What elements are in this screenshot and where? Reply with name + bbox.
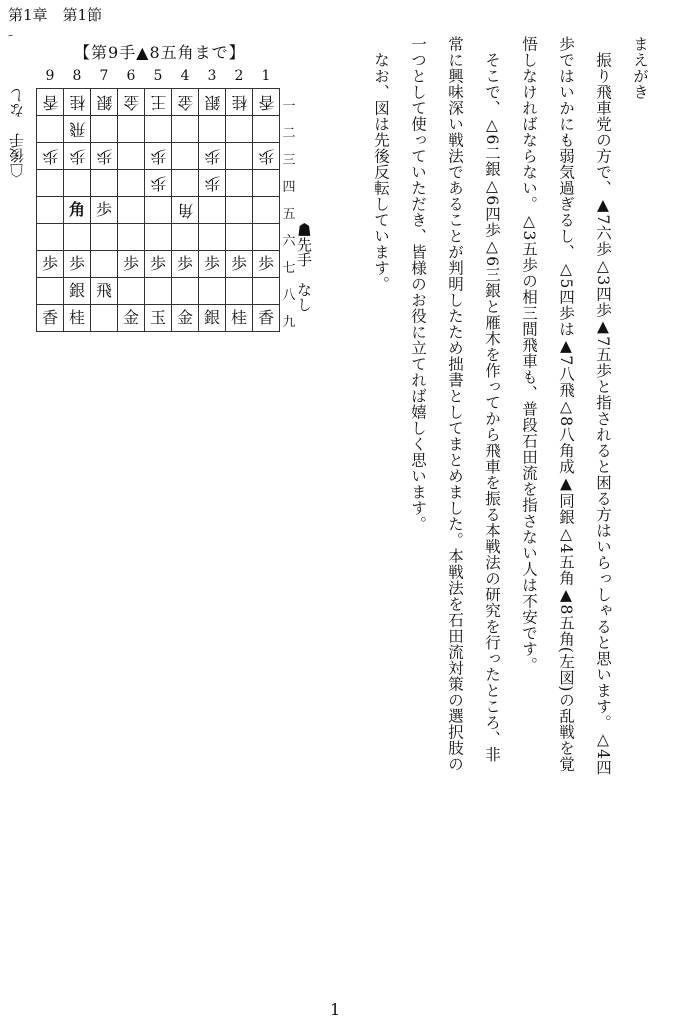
board-row <box>37 143 280 170</box>
board-square: 金 <box>172 89 199 116</box>
board-square <box>226 278 253 305</box>
board-square <box>172 143 199 170</box>
board-square: 香 <box>37 89 64 116</box>
board-row <box>37 251 280 278</box>
preface-paragraph: 振り飛車党の方で、▲7六歩△3四歩▲7五歩と指されると困る方はいらっしゃると思います。△4四歩ではいかにも弱気過ぎるし、△5四歩は▲7八飛△8八角成▲同銀△4五角▲8五角(左図)の乱戦を覚悟しなければならない。△3五歩の相三間飛車も、普段石田流を指さない人は不安です。 <box>520 36 612 776</box>
board-square: 香 <box>253 305 280 332</box>
board-square: 歩 <box>145 251 172 278</box>
board-square <box>253 197 280 224</box>
shogi-board <box>36 88 280 332</box>
file-number: 7 <box>99 68 109 84</box>
board-square: 歩 <box>64 251 91 278</box>
board-square: 歩 <box>91 197 118 224</box>
board-square: 王 <box>145 89 172 116</box>
board-square <box>172 278 199 305</box>
board-row <box>37 197 280 224</box>
board-square: 銀 <box>64 278 91 305</box>
board-square: 金 <box>118 89 145 116</box>
board-square: 桂 <box>64 89 91 116</box>
board-square: 桂 <box>226 89 253 116</box>
board-square: 歩 <box>226 251 253 278</box>
rank-number: 八 <box>282 288 296 303</box>
preface-paragraph: なお、図は先後反転しています。 <box>372 36 390 292</box>
dash-mark: – <box>8 30 13 41</box>
board-square: 歩 <box>145 170 172 197</box>
board-square <box>37 170 64 197</box>
board-square <box>64 170 91 197</box>
board-square: 金 <box>118 305 145 332</box>
file-number: 9 <box>45 68 55 84</box>
preface-paragraph: そこで、△6二銀△6四歩△6三銀と雁木を作ってから飛車を振る本戦法の研究を行ったところ、非常に興味深い戦法であることが判明したため拙書としてまとめました。本戦法を石田流対策の選択肢の一つとして使っていただき、皆様のお役に立てれば嬉しく思います。 <box>409 36 501 772</box>
board-square <box>253 170 280 197</box>
sente-hand: ☗先手 なし <box>295 222 313 312</box>
board-row <box>37 89 280 116</box>
board-row <box>37 305 280 332</box>
diagram-title: 【第9手▲8五角まで】 <box>74 43 246 62</box>
rank-number: 九 <box>282 315 296 330</box>
board-square <box>172 170 199 197</box>
file-number: 1 <box>261 68 271 84</box>
board-square: 歩 <box>145 143 172 170</box>
board-square: 歩 <box>64 143 91 170</box>
preface-text <box>362 36 658 776</box>
board-square <box>199 116 226 143</box>
board-square: 桂 <box>226 305 253 332</box>
board-square: 玉 <box>145 305 172 332</box>
file-number: 5 <box>153 68 163 84</box>
gote-hand: ☖後手 なし <box>8 88 26 178</box>
board-square <box>64 224 91 251</box>
board-square <box>226 116 253 143</box>
rank-number: 七 <box>282 261 296 276</box>
preface-heading: まえがき <box>631 36 649 100</box>
board-square: 歩 <box>253 143 280 170</box>
board-square <box>199 278 226 305</box>
rank-number: 一 <box>282 99 296 114</box>
page-number: 1 <box>330 1000 341 1019</box>
rank-number: 六 <box>282 234 296 249</box>
board-square <box>145 278 172 305</box>
board-square: 角 <box>64 197 91 224</box>
board-square: 歩 <box>253 251 280 278</box>
board-square: 銀 <box>91 89 118 116</box>
board-square <box>226 224 253 251</box>
board-square <box>172 116 199 143</box>
rank-number: 五 <box>282 207 296 222</box>
board-square: 銀 <box>199 305 226 332</box>
board-square <box>37 197 64 224</box>
file-number: 8 <box>72 68 82 84</box>
file-number: 2 <box>234 68 244 84</box>
board-square <box>226 197 253 224</box>
board-square: 飛 <box>64 116 91 143</box>
board-square <box>118 116 145 143</box>
rank-number: 二 <box>282 126 296 141</box>
board-row <box>37 278 280 305</box>
board-square: 歩 <box>199 251 226 278</box>
board-square <box>199 197 226 224</box>
board-square <box>37 224 64 251</box>
board-row <box>37 116 280 143</box>
rank-number: 四 <box>282 180 296 195</box>
board-square <box>91 251 118 278</box>
board-square <box>91 116 118 143</box>
board-square: 香 <box>253 89 280 116</box>
board-square <box>253 116 280 143</box>
board-square <box>253 224 280 251</box>
file-number: 6 <box>126 68 136 84</box>
board-square: 歩 <box>37 143 64 170</box>
board-square: 歩 <box>199 143 226 170</box>
board-square: 金 <box>172 305 199 332</box>
board-square <box>118 170 145 197</box>
board-square <box>118 197 145 224</box>
board-square: 飛 <box>91 278 118 305</box>
board-square: 歩 <box>118 251 145 278</box>
board-square <box>37 116 64 143</box>
board-square <box>226 143 253 170</box>
board-square <box>118 278 145 305</box>
board-square <box>37 278 64 305</box>
board-square: 香 <box>37 305 64 332</box>
board-square <box>145 197 172 224</box>
board-square: 銀 <box>199 89 226 116</box>
board-square <box>253 278 280 305</box>
board-square <box>172 224 199 251</box>
board-square <box>91 224 118 251</box>
board-square: 角 <box>172 197 199 224</box>
board-square: 歩 <box>199 170 226 197</box>
file-number: 4 <box>180 68 190 84</box>
board-square: 歩 <box>91 143 118 170</box>
board-square <box>118 224 145 251</box>
board-square <box>145 224 172 251</box>
board-square <box>91 305 118 332</box>
board-square <box>145 116 172 143</box>
board-row <box>37 170 280 197</box>
board-square <box>118 143 145 170</box>
board-square <box>226 170 253 197</box>
board-square: 桂 <box>64 305 91 332</box>
board-square <box>199 224 226 251</box>
board-square <box>91 170 118 197</box>
rank-number: 三 <box>282 153 296 168</box>
file-number: 3 <box>207 68 217 84</box>
chapter-header: 第1章 第1節 <box>8 6 103 24</box>
board-square: 歩 <box>172 251 199 278</box>
board-square: 歩 <box>37 251 64 278</box>
board-row <box>37 224 280 251</box>
